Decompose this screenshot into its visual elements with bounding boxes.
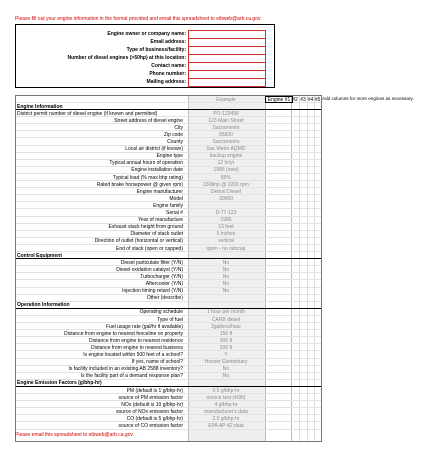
row-label: NOx (default is 10 g/bhp-hr): [121, 401, 183, 408]
example-value: 85%: [220, 174, 231, 181]
table-row: [16, 238, 321, 245]
row-label: Rated brake horsepower @ given rpm): [96, 181, 183, 188]
section-header: [16, 103, 321, 110]
row-label: Engine family: [152, 202, 183, 209]
row-label: CO (default is 5 g/bhp-hr): [126, 415, 183, 422]
row-label: Fuel usage rate (gal/hr if available): [106, 323, 183, 330]
example-value: Detroit Diesel: [210, 188, 241, 195]
row-label: Diesel particulate filter (Y/N): [120, 259, 183, 266]
table-row: [16, 337, 321, 344]
header-label: Engine owner or company name:: [107, 31, 186, 37]
example-value: No: [222, 281, 230, 287]
table-row: [16, 259, 321, 266]
table-row: [16, 273, 321, 280]
engine4-header: #4: [307, 96, 314, 103]
header-label: Contact name:: [151, 63, 186, 69]
table-row: [16, 160, 321, 167]
add-columns-note: Add columns for more engines as necessary.: [322, 96, 414, 101]
row-label: source of CO emission factor: [118, 423, 183, 429]
mailing-address-field[interactable]: [188, 78, 266, 87]
example-value: No: [222, 373, 230, 380]
section-title: Engine Information: [17, 103, 63, 110]
example-value: No: [222, 273, 230, 280]
engine1-header: Engine #1: [265, 96, 293, 103]
example-value: 0.5 g/bhp-hr: [212, 387, 240, 394]
section-title: Operation Information: [17, 302, 70, 309]
row-label: Serial #: [166, 210, 183, 216]
row-label: If yes, name of school?: [131, 359, 183, 366]
row-label: Type of fuel: [157, 316, 183, 323]
row-label: Is facility included in an existing AB 2588 inventory?: [68, 366, 183, 373]
example-value: 300 ft: [219, 337, 233, 344]
example-value: No: [222, 266, 230, 273]
table-row: [16, 139, 321, 146]
example-value: backup engine: [209, 153, 243, 160]
table-row: [16, 266, 321, 273]
row-label: source of PM emission factor: [118, 394, 183, 401]
example-value: vertical: [218, 238, 234, 245]
row-label: Engine type: [156, 153, 183, 160]
header-row: [16, 70, 274, 78]
table-row: [16, 210, 321, 217]
header-label: Phone number:: [149, 71, 186, 77]
table-row: [16, 316, 321, 323]
engine-data-table: [15, 95, 322, 442]
table-row: [16, 401, 321, 408]
example-value: 12 hr/yr: [217, 160, 235, 167]
engine5-header: #5: [314, 96, 321, 103]
table-row: [16, 288, 321, 295]
header-label: Email address:: [150, 39, 186, 45]
table-row: [16, 366, 321, 373]
table-row: [16, 117, 321, 124]
table-row: [16, 131, 321, 138]
row-label: District permit number of diesel engine (if known and permitted): [17, 110, 158, 117]
example-value: Hoover Elementary: [204, 359, 248, 366]
example-value: Sac Metro AQMD: [206, 146, 246, 153]
engine2-header: #2: [292, 96, 298, 103]
example-value: No: [222, 259, 230, 266]
row-label: Diameter of stack outlet: [130, 231, 183, 238]
contact-info-box: [15, 24, 275, 88]
table-row: [16, 231, 321, 238]
example-value: 30060: [219, 195, 233, 202]
table-row: [16, 195, 321, 202]
header-row: [16, 62, 274, 70]
table-row: [16, 224, 321, 231]
example-value: CARB diesel: [211, 316, 241, 323]
row-label: Zip code: [163, 131, 183, 138]
row-label: Turbocharger (Y/N): [140, 273, 183, 280]
table-row: [16, 174, 321, 181]
example-value: EPA AP-42 data: [208, 423, 244, 429]
header-row: [16, 78, 274, 86]
table-row: [16, 359, 321, 366]
table-row: [16, 415, 321, 422]
column-header-row: [16, 96, 321, 103]
table-row: [16, 124, 321, 131]
example-value: 150 ft: [219, 330, 233, 337]
table-row: [16, 167, 321, 174]
row-label: Operating schedule: [139, 309, 183, 316]
section-header: [16, 380, 321, 387]
table-row: [16, 217, 321, 224]
header-label: Type of business/facility:: [126, 47, 186, 53]
row-label: Other (describe): [146, 295, 183, 302]
table-row: [16, 408, 321, 415]
example-value: Y: [224, 352, 228, 358]
example-value: open - no raincap: [206, 245, 246, 252]
example-value: 5 inches: [216, 231, 236, 238]
row-label: Engine manufacturer: [136, 188, 183, 195]
row-label: Exhaust stack height from ground: [108, 224, 183, 231]
table-row: [16, 181, 321, 188]
table-row: [16, 202, 321, 209]
table-row: [16, 344, 321, 351]
example-value: Sacramento: [212, 139, 240, 145]
header-row: [16, 38, 274, 46]
table-row: [16, 423, 321, 430]
table-row: [16, 153, 321, 160]
row-label: Diesel oxidation catalyst (Y/N): [116, 266, 183, 273]
email-note: Please email this spreadsheet to eibweb@arb.ca.gov: [15, 432, 133, 438]
header-label: Number of diesel engines (>50hp) at this location:: [67, 55, 186, 61]
header-label: Mailing address:: [146, 79, 186, 85]
row-label: Injection timing retard (Y/N): [122, 288, 183, 295]
header-row: [16, 46, 274, 54]
example-value: 1986: [220, 217, 232, 224]
row-label: End of stack (open or capped): [116, 245, 183, 252]
example-value: 1 hour per month: [206, 309, 246, 316]
row-label: Direction of outlet (horizontal or vertical): [94, 238, 183, 245]
table-row: [16, 352, 321, 359]
row-label: Distance from engine to nearest fenceline on property: [64, 330, 183, 337]
example-value: 13 feet: [218, 224, 234, 231]
example-value: 4 g/bhp-hr: [214, 401, 238, 408]
example-header: Example: [216, 96, 236, 103]
example-value: 330bhp @ 2200 rpm: [203, 181, 249, 188]
example-value: 2gallons/hour: [210, 323, 242, 330]
header-row: [16, 54, 274, 62]
row-label: City: [174, 124, 183, 131]
row-label: Is the facility part of a demand response plan?: [80, 373, 183, 380]
table-row: [16, 295, 321, 302]
example-value: 1986 (new): [213, 167, 239, 174]
example-value: Sacramento: [212, 124, 240, 131]
example-value: 2.5 g/bhp-hr: [212, 415, 240, 422]
section-title: Control Equipment: [17, 252, 62, 259]
row-label: Aftercooler (Y/N): [145, 281, 183, 287]
table-row: [16, 110, 321, 117]
example-value: 95820: [219, 131, 233, 138]
instruction-note: Please fill out your engine information in the format provided and email this spreadsheet to eibweb@arb.ca.gov: [15, 16, 261, 22]
row-label: Year of manufacture: [138, 217, 183, 224]
example-value: D-77-123: [215, 210, 237, 216]
table-row: [16, 323, 321, 330]
table-row: [16, 146, 321, 153]
row-label: County: [167, 139, 183, 145]
table-row: [16, 373, 321, 380]
section-title: Engine Emission Factors (g/bhp-hr): [17, 380, 102, 387]
row-label: Distance from engine to nearest residence: [89, 337, 183, 344]
example-value: No: [222, 366, 230, 373]
example-value: PO-123456: [213, 110, 239, 117]
header-row: [16, 30, 274, 38]
example-value: source test (4/96): [206, 394, 246, 401]
example-value: 200 ft: [219, 344, 233, 351]
row-label: source of NOx emission factor: [116, 408, 183, 415]
row-label: Typical annual hours of operation: [109, 160, 183, 167]
table-row: [16, 330, 321, 337]
row-label: Typical load (% max bhp rating): [112, 174, 183, 181]
example-value: manufacturer's data: [203, 408, 249, 415]
row-label: Local air district (if known): [125, 146, 183, 153]
row-label: Model: [169, 195, 183, 202]
section-header: [16, 252, 321, 259]
row-label: Street address of diesel engine: [114, 117, 183, 124]
example-value: No: [222, 288, 230, 295]
example-value: 123 Main Street: [208, 117, 244, 124]
table-row: [16, 309, 321, 316]
engine3-header: #3: [300, 96, 306, 103]
table-row: [16, 281, 321, 288]
section-header: [16, 302, 321, 309]
row-label: Engine installation date: [131, 167, 183, 174]
row-label: PM (default is 1 g/bhp-hr): [126, 387, 183, 394]
row-label: Distance from engine to nearest business: [91, 344, 183, 351]
table-row: [16, 188, 321, 195]
table-row: [16, 387, 321, 394]
table-row: [16, 245, 321, 252]
table-row: [16, 394, 321, 401]
row-label: Is engine located within 500 feet of a school?: [83, 352, 183, 358]
